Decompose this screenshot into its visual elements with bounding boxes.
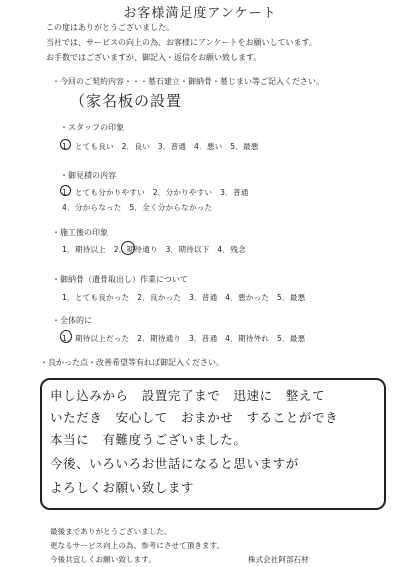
estimate-options-line1: 1．とても分かりやすい 2．分かりやすい 3．普通 bbox=[62, 188, 249, 197]
after-answer-circle bbox=[121, 241, 135, 255]
contract-answer-handwritten: （家名板の設置 bbox=[70, 92, 183, 110]
comment-box bbox=[40, 378, 386, 510]
question-estimate-label: ・御見積の内容 bbox=[60, 171, 116, 180]
intro-line: お手数ではございますが、御記入・返信をお願い致します。 bbox=[46, 53, 262, 62]
question-nokotsu-label: ・御納骨（遺骨取出し）作業について bbox=[52, 275, 188, 284]
question-contract-label: ・今回のご契約内容・・・墓石建立・御納骨・墓じまい等ご記入ください。 bbox=[52, 77, 324, 86]
intro-text bbox=[46, 20, 317, 65]
estimate-answer-circle bbox=[60, 185, 71, 196]
question-comments-label: ・良かった点・改善希望等有れば御記入ください。 bbox=[40, 358, 224, 367]
footer-line-1: 最後までありがとうございました。 bbox=[50, 527, 172, 536]
question-staff-label: ・スタッフの印象 bbox=[60, 123, 124, 132]
overall-options: 1．期待以上だった 2．期待通り 3．普通 4．期待外れ 5．最悪 bbox=[62, 334, 306, 343]
footer-line-3: 今後共宜しくお願い致します。 bbox=[50, 555, 156, 564]
comment-line-4: 今後、いろいろお世話になると思いますが bbox=[50, 456, 299, 471]
intro-line: この度はありがとうございました。 bbox=[46, 23, 174, 32]
question-overall-label: ・全体的に bbox=[52, 316, 92, 325]
company-name: 株式会社阿部石材 bbox=[248, 555, 309, 564]
comment-line-3: 本当に 有難度うございました。 bbox=[50, 432, 247, 447]
overall-answer-circle bbox=[60, 330, 72, 343]
comment-line-2: いただき 安心して おまかせ することができ bbox=[50, 410, 339, 425]
intro-line: 当社では、サービスの向上の為、お客様にアンケートをお願いしています。 bbox=[46, 38, 317, 47]
question-after-label: ・施工後の印象 bbox=[52, 228, 108, 237]
nokotsu-options: 1．とても良かった 2．良かった 3．普通 4．悪かった 5．最悪 bbox=[62, 293, 306, 302]
comment-line-1: 申し込みから 設置完了まで 迅速に 整えて bbox=[50, 388, 326, 403]
staff-answer-circle bbox=[60, 139, 71, 150]
staff-options: 1．とても良い 2．良い 3．普通 4．悪い 5．最悪 bbox=[62, 142, 259, 151]
estimate-options-line2: 4．分からなった 5．全く分からなかった bbox=[62, 203, 213, 212]
footer-line-2: 更なるサービス向上の為、参考にさせて頂きます。 bbox=[50, 541, 225, 550]
survey-title: お客様満足度アンケート bbox=[123, 6, 277, 21]
comment-line-5: よろしくお願い致します bbox=[50, 480, 195, 495]
after-options: 1．期待以上 2．期待通り 3．期待以下 4．残念 bbox=[62, 245, 246, 254]
